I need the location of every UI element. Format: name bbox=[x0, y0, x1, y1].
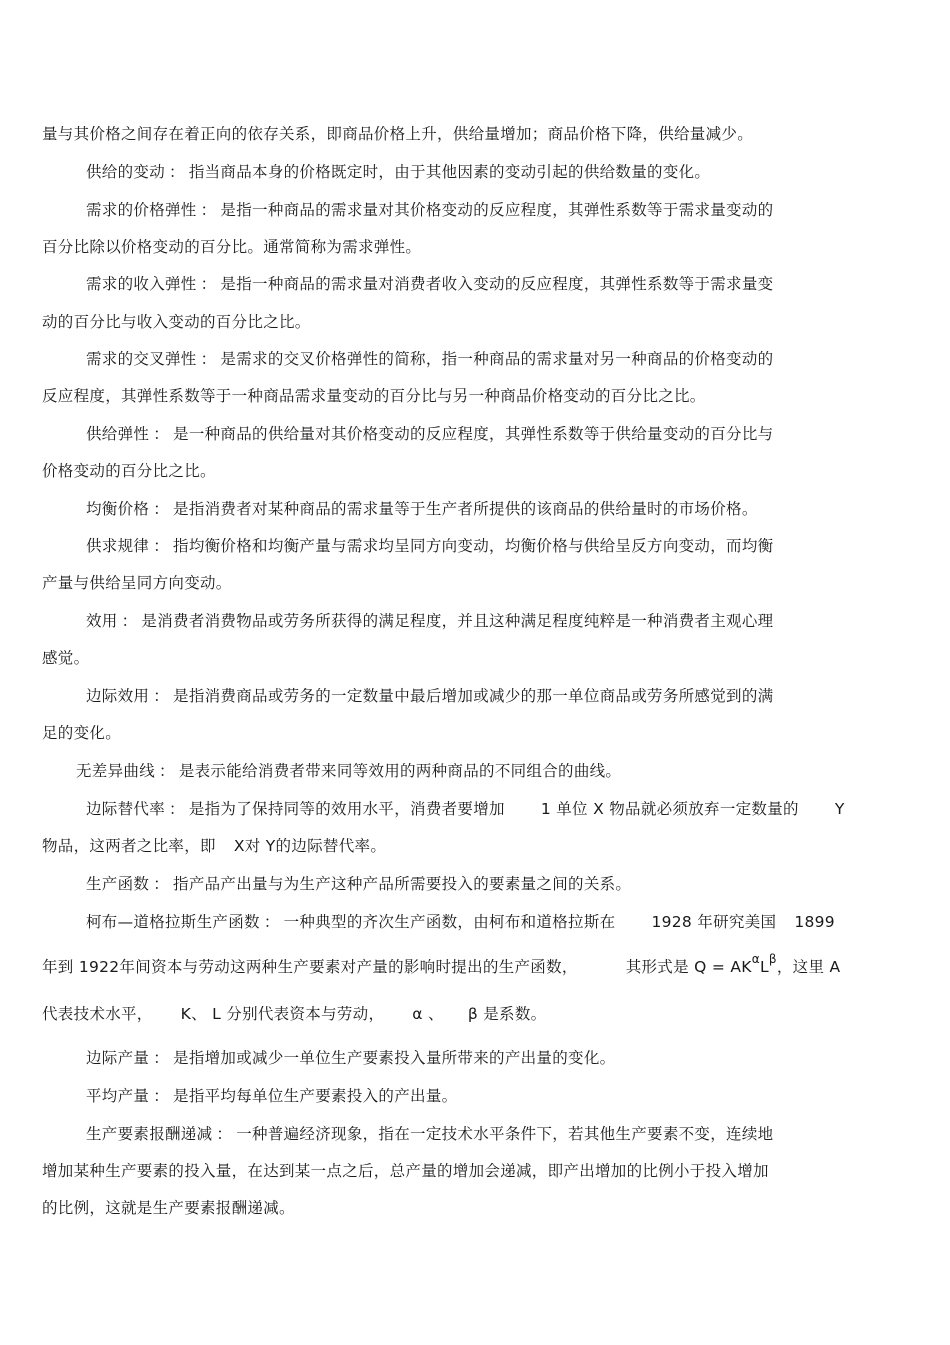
definition: 产量与供给呈同方向变动。 bbox=[42, 574, 232, 592]
definition: 是指平均每单位生产要素投入的产出量。 bbox=[173, 1087, 458, 1105]
term: 柯布—道格拉斯生产函数 bbox=[86, 913, 260, 931]
definition: X 物品就必须放弃一定数量的 bbox=[593, 800, 799, 818]
definition: 动的百分比与收入变动的百分比之比。 bbox=[42, 313, 311, 331]
definition-marginal-product bbox=[86, 1048, 615, 1068]
definition: 足的变化。 bbox=[42, 724, 122, 742]
definition-utility bbox=[86, 611, 773, 631]
definition-marginal-utility bbox=[86, 686, 773, 706]
definition: β 是系数。 bbox=[467, 1005, 547, 1023]
definition: 价格变动的百分比之比。 bbox=[42, 462, 216, 480]
separator: ： bbox=[216, 1125, 233, 1143]
paragraph-line bbox=[42, 124, 753, 144]
text: 量与其价格之间存在着正向的依存关系，即商品价格上升，供给量增加；商品价格下降，供给量减少。 bbox=[42, 125, 754, 143]
definition: 物品，这两者之比率，即 bbox=[42, 837, 216, 855]
definition-continuation bbox=[42, 386, 706, 406]
separator: ： bbox=[200, 350, 217, 368]
definition-equilibrium-price bbox=[86, 499, 758, 519]
term: 供求规律 bbox=[86, 537, 150, 555]
term: 边际产量 bbox=[86, 1049, 150, 1067]
separator: ： bbox=[153, 687, 170, 705]
definition: 1899 bbox=[794, 913, 835, 931]
definition: X对 Y的边际替代率。 bbox=[233, 837, 387, 855]
term: 供给弹性 bbox=[86, 425, 150, 443]
definition: 指产品产出量与为生产这种产品所需要投入的要素量之间的关系。 bbox=[173, 875, 632, 893]
alpha-exponent: α bbox=[751, 952, 760, 966]
definition: 是指消费者对某种商品的需求量等于生产者所提供的该商品的供给量时的市场价格。 bbox=[173, 500, 758, 518]
definition: Y bbox=[834, 800, 845, 818]
term: 需求的价格弹性 bbox=[86, 201, 197, 219]
separator: ： bbox=[121, 612, 138, 630]
term: 生产函数 bbox=[86, 875, 150, 893]
definition-supply-elasticity bbox=[86, 424, 773, 444]
definition: ，这里 bbox=[776, 958, 825, 976]
definition-continuation bbox=[42, 723, 121, 743]
definition-continuation bbox=[42, 836, 386, 856]
term: 均衡价格 bbox=[86, 500, 150, 518]
separator: ： bbox=[263, 913, 280, 931]
definition: 感觉。 bbox=[42, 649, 90, 667]
definition: 的比例，这就是生产要素报酬递减。 bbox=[42, 1199, 295, 1217]
definition: 指均衡价格和均衡产量与需求均呈同方向变动，均衡价格与供给呈反方向变动，而均衡 bbox=[173, 537, 774, 555]
definition: 1 单位 bbox=[540, 800, 588, 818]
separator: ： bbox=[169, 163, 185, 181]
term: 效用 bbox=[86, 612, 118, 630]
definition-continuation bbox=[42, 573, 232, 593]
separator: ： bbox=[153, 537, 170, 555]
separator: ： bbox=[159, 762, 175, 780]
separator: ： bbox=[169, 800, 185, 818]
definition: 指当商品本身的价格既定时，由于其他因素的变动引起的供给数量的变化。 bbox=[188, 163, 711, 181]
definition: 1928 年研究美国 bbox=[651, 913, 777, 931]
definition-continuation bbox=[42, 312, 311, 332]
formula: L bbox=[759, 958, 769, 976]
separator: ： bbox=[153, 1087, 170, 1105]
definition-marginal-rate-of-substitution bbox=[86, 799, 845, 819]
definition-continuation bbox=[42, 461, 216, 481]
separator: ： bbox=[200, 201, 217, 219]
definition-average-product bbox=[86, 1086, 457, 1106]
term: 无差异曲线 bbox=[76, 762, 156, 780]
definition: 是指一种商品的需求量对其价格变动的反应程度，其弹性系数等于需求量变动的 bbox=[220, 201, 774, 219]
separator: ： bbox=[153, 425, 170, 443]
definition: 是消费者消费物品或劳务所获得的满足程度，并且这种满足程度纯粹是一种消费者主观心理 bbox=[141, 612, 774, 630]
definition-continuation bbox=[42, 952, 841, 977]
definition: 是指消费商品或劳务的一定数量中最后增加或减少的那一单位商品或劳务所感觉到的满 bbox=[173, 687, 774, 705]
definition: 一种典型的齐次生产函数，由柯布和道格拉斯在 bbox=[283, 913, 616, 931]
definition-continuation bbox=[42, 237, 421, 257]
term: 平均产量 bbox=[86, 1087, 150, 1105]
definition: K、 L 分别代表资本与劳动， bbox=[180, 1005, 385, 1023]
definition-cross-elasticity bbox=[86, 349, 773, 369]
definition-supply-change bbox=[86, 162, 710, 182]
term: 边际替代率 bbox=[86, 800, 166, 818]
definition-income-elasticity bbox=[86, 274, 773, 294]
definition: 百分比除以价格变动的百分比。通常简称为需求弹性。 bbox=[42, 238, 422, 256]
definition-continuation bbox=[42, 1161, 769, 1181]
definition: 一种普遍经济现象，指在一定技术水平条件下，若其他生产要素不变，连续地 bbox=[236, 1125, 774, 1143]
definition-supply-demand-law bbox=[86, 536, 773, 556]
term: 需求的收入弹性 bbox=[86, 275, 197, 293]
definition: 是一种商品的供给量对其价格变动的反应程度，其弹性系数等于供给量变动的百分比与 bbox=[173, 425, 774, 443]
definition-continuation bbox=[42, 1004, 546, 1024]
definition: 反应程度，其弹性系数等于一种商品需求量变动的百分比与另一种商品价格变动的百分比之比。 bbox=[42, 387, 706, 405]
separator: ： bbox=[153, 500, 170, 518]
definition: α 、 bbox=[412, 1005, 444, 1023]
formula: 其形式是 Q = AK bbox=[625, 958, 752, 976]
definition-cobb-douglas bbox=[86, 912, 835, 932]
term: 生产要素报酬递减 bbox=[86, 1125, 213, 1143]
definition-continuation bbox=[42, 1198, 295, 1218]
definition: 是指增加或减少一单位生产要素投入量所带来的产出量的变化。 bbox=[173, 1049, 616, 1067]
separator: ： bbox=[153, 1049, 170, 1067]
term: 边际效用 bbox=[86, 687, 150, 705]
definition: 增加某种生产要素的投入量，在达到某一点之后，总产量的增加会递减，即产出增加的比例小于投入增加 bbox=[42, 1162, 769, 1180]
definition: 代表技术水平， bbox=[42, 1005, 153, 1023]
term: 需求的交叉弹性 bbox=[86, 350, 197, 368]
definition-indifference-curve bbox=[76, 761, 621, 781]
definition-production-function bbox=[86, 874, 631, 894]
definition: 是需求的交叉价格弹性的简称，指一种商品的需求量对另一种商品的价格变动的 bbox=[220, 350, 774, 368]
beta-exponent: β bbox=[768, 952, 777, 966]
definition: 是指为了保持同等的效用水平，消费者要增加 bbox=[188, 800, 505, 818]
separator: ： bbox=[153, 875, 170, 893]
separator: ： bbox=[200, 275, 217, 293]
definition: A bbox=[829, 958, 841, 976]
term: 供给的变动 bbox=[86, 163, 166, 181]
definition-continuation bbox=[42, 648, 89, 668]
definition: 是表示能给消费者带来同等效用的两种商品的不同组合的曲线。 bbox=[178, 762, 622, 780]
definition-diminishing-returns bbox=[86, 1124, 773, 1144]
definition: 是指一种商品的需求量对消费者收入变动的反应程度，其弹性系数等于需求量变 bbox=[220, 275, 774, 293]
definition: 年到 1922年间资本与劳动这两种生产要素对产量的影响时提出的生产函数， bbox=[42, 958, 578, 976]
definition-price-elasticity bbox=[86, 200, 773, 220]
